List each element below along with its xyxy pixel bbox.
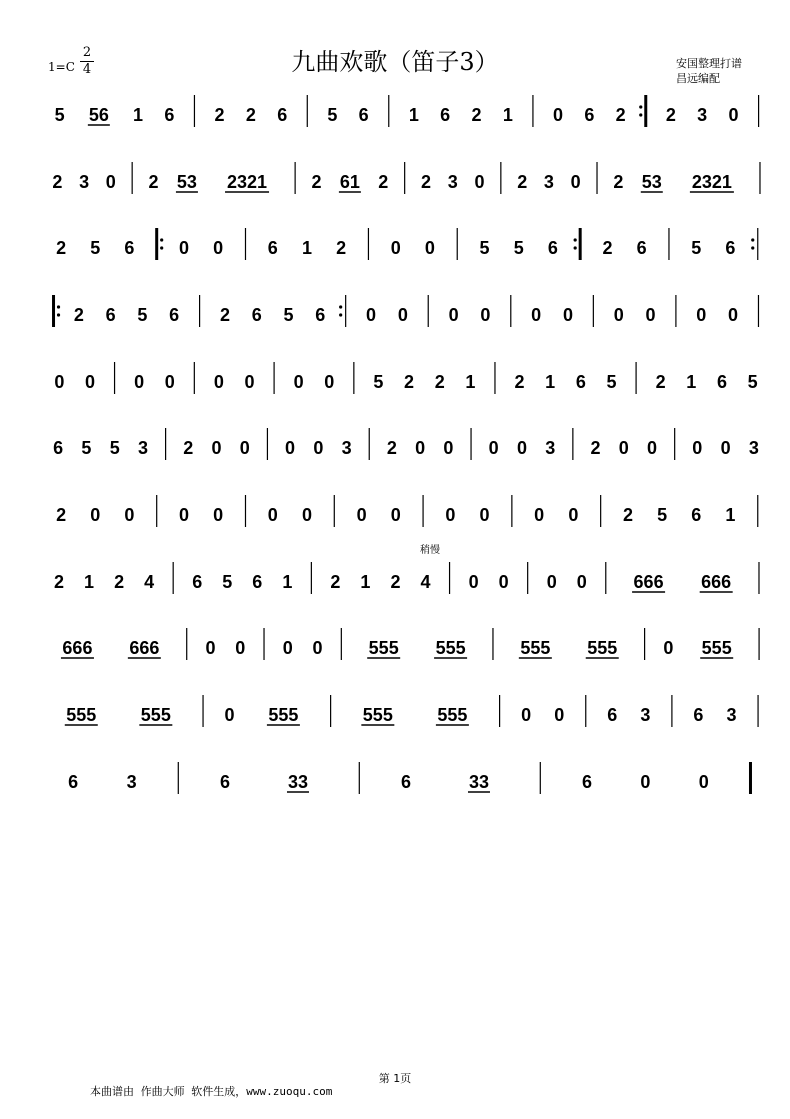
note: 6 [124, 238, 135, 258]
note: 0 [224, 705, 235, 725]
note: 33 [287, 772, 308, 792]
note: 2 [378, 172, 389, 192]
note: 0 [516, 438, 527, 458]
note: 2 [590, 438, 601, 458]
note: 0 [390, 238, 401, 258]
note: 2 [471, 105, 482, 125]
time-signature-top: 2 [82, 45, 92, 60]
note: 2 [613, 172, 624, 192]
note: 0 [211, 438, 222, 458]
note: 2321 [691, 172, 732, 192]
note: 6 [400, 772, 412, 792]
note: 53 [176, 172, 197, 192]
note: 2 [404, 372, 415, 392]
note: 555 [66, 705, 97, 725]
note: 0 [397, 305, 408, 325]
note: 0 [498, 572, 509, 592]
note: 5 [606, 372, 617, 392]
note: 2 [214, 105, 225, 125]
note: 0 [366, 305, 377, 325]
note: 5 [513, 238, 524, 258]
note: 2 [311, 172, 322, 192]
note: 2 [665, 105, 676, 125]
note: 0 [415, 438, 426, 458]
note: 0 [213, 238, 224, 258]
bar-line [339, 295, 346, 327]
note: 0 [692, 438, 703, 458]
bar-line [157, 228, 164, 260]
note: 555 [362, 705, 393, 725]
note: 5 [747, 372, 758, 392]
note: 2 [434, 372, 445, 392]
note: 0 [90, 505, 101, 525]
note: 0 [124, 505, 135, 525]
note: 0 [205, 638, 216, 658]
note: 666 [62, 638, 93, 658]
note: 0 [554, 705, 565, 725]
note: 0 [474, 172, 485, 192]
note: 1 [133, 105, 144, 125]
note: 0 [324, 372, 335, 392]
note: 555 [435, 638, 466, 658]
note: 0 [645, 305, 656, 325]
note: 6 [315, 305, 326, 325]
note: 0 [312, 638, 323, 658]
note: 3 [79, 172, 90, 192]
note: 2 [390, 572, 401, 592]
note: 5 [90, 238, 101, 258]
note: 6 [105, 305, 116, 325]
note: 6 [169, 305, 180, 325]
note: 6 [277, 105, 288, 125]
note: 3 [137, 438, 148, 458]
note: 61 [339, 172, 360, 192]
note: 5 [657, 505, 668, 525]
page-title: 九曲欢歌（笛子3） [291, 48, 499, 76]
note: 0 [390, 505, 401, 525]
note: 2 [615, 105, 626, 125]
note: 0 [480, 305, 491, 325]
note: 1 [282, 572, 293, 592]
note: 0 [213, 372, 224, 392]
note: 0 [443, 438, 454, 458]
note: 6 [691, 505, 702, 525]
note: 53 [641, 172, 662, 192]
note: 0 [244, 372, 255, 392]
note: 2 [56, 238, 67, 258]
note: 1 [686, 372, 697, 392]
note: 6 [53, 438, 64, 458]
note: 0 [698, 772, 709, 792]
key-signature: 1=C [48, 60, 75, 74]
note: 0 [267, 505, 278, 525]
note: 6 [267, 238, 278, 258]
note: 0 [54, 372, 65, 392]
note: 0 [728, 305, 739, 325]
tempo-mark: 稍慢 [420, 545, 440, 556]
note: 2 [148, 172, 159, 192]
note: 0 [488, 438, 499, 458]
note: 1 [545, 372, 556, 392]
note: 2 [336, 238, 347, 258]
time-signature-bottom: 4 [82, 62, 92, 77]
note: 1 [465, 372, 476, 392]
note: 1 [84, 572, 95, 592]
note: 0 [239, 438, 250, 458]
note: 0 [663, 638, 674, 658]
note: 5 [81, 438, 92, 458]
note: 6 [252, 572, 263, 592]
note: 555 [268, 705, 299, 725]
note: 2 [330, 572, 341, 592]
note: 0 [546, 572, 557, 592]
note: 2 [602, 238, 613, 258]
note: 0 [521, 705, 532, 725]
note: 2 [183, 438, 194, 458]
note: 0 [568, 505, 579, 525]
note: 666 [129, 638, 160, 658]
bar-line [751, 228, 758, 260]
note: 3 [447, 172, 458, 192]
note: 0 [293, 372, 304, 392]
note: 3 [640, 705, 651, 725]
note: 555 [701, 638, 732, 658]
note: 0 [613, 305, 624, 325]
note: 0 [696, 305, 707, 325]
note: 0 [647, 438, 658, 458]
note: 0 [534, 505, 545, 525]
note: 555 [520, 638, 551, 658]
note: 6 [607, 705, 618, 725]
note: 0 [531, 305, 542, 325]
note: 5 [373, 372, 384, 392]
note: 0 [301, 505, 312, 525]
note: 0 [562, 305, 573, 325]
note: 2 [386, 438, 397, 458]
note: 3 [697, 105, 708, 125]
note: 3 [126, 772, 137, 792]
note: 1 [360, 572, 371, 592]
bar-line [54, 295, 61, 327]
note: 1 [408, 105, 419, 125]
note: 0 [235, 638, 246, 658]
note: 6 [547, 238, 558, 258]
note: 0 [553, 105, 564, 125]
note: 6 [68, 772, 79, 792]
note: 3 [545, 438, 556, 458]
note: 3 [543, 172, 554, 192]
note: 6 [693, 705, 704, 725]
note: 0 [213, 505, 224, 525]
note: 555 [368, 638, 399, 658]
note: 5 [283, 305, 294, 325]
note: 0 [728, 105, 739, 125]
note: 5 [479, 238, 490, 258]
note: 6 [716, 372, 727, 392]
credit-editor: 昌远编配 [676, 72, 720, 85]
note: 0 [468, 572, 479, 592]
note: 6 [219, 772, 231, 792]
note: 4 [420, 572, 431, 592]
note: 6 [725, 238, 736, 258]
note: 6 [584, 105, 595, 125]
note: 0 [570, 172, 581, 192]
note: 6 [251, 305, 262, 325]
note: 0 [479, 505, 490, 525]
note: 0 [720, 438, 731, 458]
note: 0 [448, 305, 459, 325]
note: 5 [54, 105, 65, 125]
footer-note: 本曲谱由 作曲大师 软件生成，www.zuoqu.com [90, 1085, 333, 1098]
bar-line [639, 95, 646, 127]
note: 0 [445, 505, 456, 525]
note: 2 [73, 305, 84, 325]
note: 2 [622, 505, 633, 525]
note: 6 [636, 238, 647, 258]
note: 2 [245, 105, 256, 125]
note: 0 [640, 772, 651, 792]
note: 5 [327, 105, 338, 125]
note: 0 [285, 438, 296, 458]
note: 0 [282, 638, 293, 658]
note: 4 [144, 572, 155, 592]
note: 56 [88, 105, 109, 125]
note: 6 [581, 772, 593, 792]
note: 555 [437, 705, 468, 725]
note: 2 [114, 572, 125, 592]
note: 2 [655, 372, 666, 392]
note: 2321 [227, 172, 268, 192]
note: 3 [341, 438, 352, 458]
note: 5 [222, 572, 233, 592]
note: 0 [576, 572, 587, 592]
note: 3 [726, 705, 737, 725]
note: 6 [358, 105, 369, 125]
note: 0 [179, 505, 190, 525]
note: 0 [164, 372, 175, 392]
note: 5 [691, 238, 702, 258]
note: 0 [618, 438, 629, 458]
note: 6 [575, 372, 586, 392]
note: 555 [587, 638, 618, 658]
note: 6 [192, 572, 203, 592]
note: 2 [421, 172, 432, 192]
note: 0 [105, 172, 116, 192]
note: 0 [424, 238, 435, 258]
note: 0 [85, 372, 96, 392]
note: 0 [179, 238, 190, 258]
note: 666 [701, 572, 732, 592]
note: 3 [748, 438, 759, 458]
note: 2 [56, 505, 67, 525]
page-number: 第 1页 [378, 1072, 412, 1085]
note: 5 [137, 305, 148, 325]
note: 6 [440, 105, 451, 125]
note: 0 [134, 372, 145, 392]
note: 2 [219, 305, 231, 325]
bar-line [574, 228, 581, 260]
credit-arranger: 安国整理打谱 [676, 57, 742, 70]
note: 666 [633, 572, 664, 592]
note: 33 [468, 772, 489, 792]
note: 5 [109, 438, 120, 458]
note: 1 [725, 505, 736, 525]
note: 0 [356, 505, 367, 525]
note: 555 [140, 705, 171, 725]
note: 6 [164, 105, 175, 125]
note: 2 [517, 172, 528, 192]
note: 0 [313, 438, 324, 458]
note: 1 [502, 105, 513, 125]
note: 2 [52, 172, 63, 192]
note: 2 [54, 572, 65, 592]
note: 1 [301, 238, 312, 258]
note: 2 [514, 372, 525, 392]
